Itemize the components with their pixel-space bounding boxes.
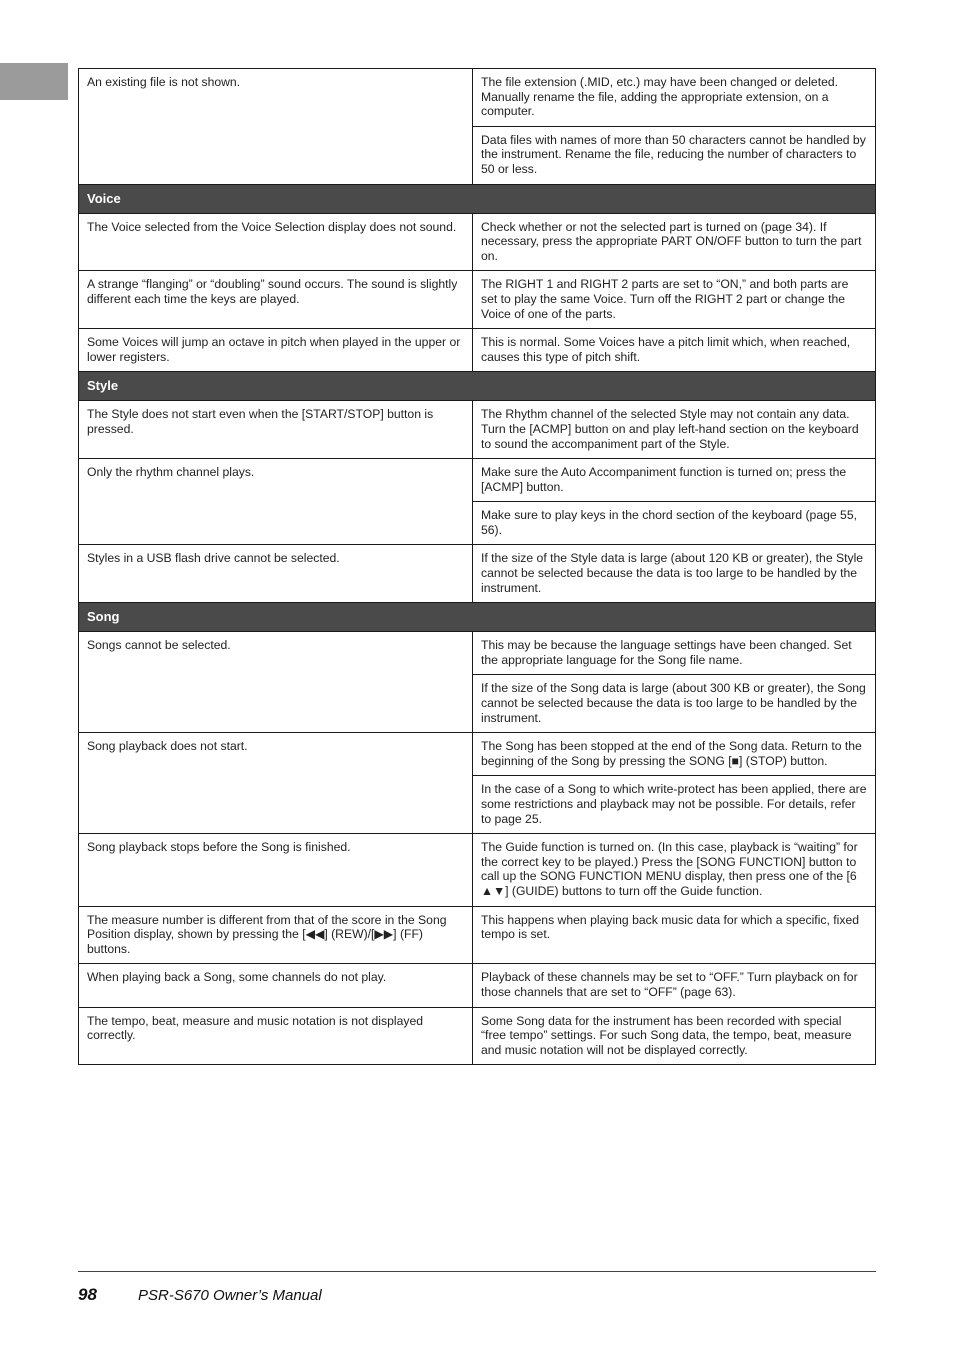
solution-cell: Data files with names of more than 50 characters cannot be handled by the instrument. Rename the file, reducing the number of characters to 50 or less. [473,126,876,184]
problem-cell: Song playback stops before the Song is finished. [79,834,473,906]
solution-cell: The file extension (.MID, etc.) may have been changed or deleted. Manually rename the file, adding the appropriate extension, on a computer. [473,69,876,127]
solution-cell: If the size of the Style data is large (about 120 KB or greater), the Style cannot be selected because the data is too large to be handled by the instrument. [473,545,876,603]
table-row [79,545,876,603]
problem-cell: Only the rhythm channel plays. [79,459,473,545]
table-row [79,964,876,1007]
section-title: Voice [79,184,876,213]
table-row [79,401,876,459]
solution-cell: The RIGHT 1 and RIGHT 2 parts are set to “ON,” and both parts are set to play the same Voice. Turn off the RIGHT 2 part or change the Voice of one of the parts. [473,271,876,329]
table-row [79,329,876,372]
page-number: 98 [78,1285,97,1304]
section-title: Style [79,372,876,401]
table-row [79,1007,876,1065]
solution-cell: Some Song data for the instrument has been recorded with special “free tempo” settings. For such Song data, the tempo, beat, measure and music notation will not be displayed correctly. [473,1007,876,1065]
problem-cell: Some Voices will jump an octave in pitch when played in the upper or lower registers. [79,329,473,372]
problem-cell: The measure number is different from that of the score in the Song Position display, shown by pressing the [◀◀] (REW)/[▶▶] (FF) buttons. [79,906,473,964]
section-title: Song [79,603,876,632]
table-row [79,632,876,675]
solution-cell: The Song has been stopped at the end of the Song data. Return to the beginning of the Song by pressing the SONG [■] (STOP) button. [473,733,876,776]
section-header [79,184,876,213]
chapter-tab [0,63,68,100]
manual-title: PSR-S670 Owner’s Manual [138,1287,322,1304]
problem-cell: Styles in a USB flash drive cannot be selected. [79,545,473,603]
problem-cell: A strange “flanging” or “doubling” sound occurs. The sound is slightly different each time the keys are played. [79,271,473,329]
solution-cell: This is normal. Some Voices have a pitch limit which, when reached, causes this type of pitch shift. [473,329,876,372]
footer-divider [78,1271,876,1272]
table-row [79,271,876,329]
solution-cell: Make sure the Auto Accompaniment function is turned on; press the [ACMP] button. [473,459,876,502]
table-row [79,69,876,127]
table-body [79,69,876,1065]
problem-cell: An existing file is not shown. [79,69,473,185]
table-row [79,459,876,502]
problem-cell: When playing back a Song, some channels do not play. [79,964,473,1007]
section-header [79,372,876,401]
table-row [79,834,876,906]
problem-cell: The Style does not start even when the [START/STOP] button is pressed. [79,401,473,459]
solution-cell: Make sure to play keys in the chord section of the keyboard (page 55, 56). [473,502,876,545]
section-header [79,603,876,632]
problem-cell: Song playback does not start. [79,733,473,834]
problem-cell: The tempo, beat, measure and music notation is not displayed correctly. [79,1007,473,1065]
solution-cell: This may be because the language settings have been changed. Set the appropriate language for the Song file name. [473,632,876,675]
problem-cell: Songs cannot be selected. [79,632,473,733]
solution-cell: Check whether or not the selected part is turned on (page 34). If necessary, press the appropriate PART ON/OFF button to turn the part on. [473,213,876,271]
solution-cell: The Rhythm channel of the selected Style may not contain any data. Turn the [ACMP] button on and play left-hand section on the keyboard to sound the accompaniment part of the Style. [473,401,876,459]
solution-cell: If the size of the Song data is large (about 300 KB or greater), the Song cannot be selected because the data is too large to be handled by the instrument. [473,675,876,733]
solution-cell: Playback of these channels may be set to “OFF.” Turn playback on for those channels that are set to “OFF” (page 63). [473,964,876,1007]
table-row [79,733,876,776]
solution-cell: This happens when playing back music data for which a specific, fixed tempo is set. [473,906,876,964]
table-row [79,906,876,964]
problem-cell: The Voice selected from the Voice Selection display does not sound. [79,213,473,271]
solution-cell: The Guide function is turned on. (In this case, playback is “waiting” for the correct key to be played.) Press the [SONG FUNCTION] button to call up the SONG FUNCTION MENU display, then press one of the [6 ▲▼] (GUIDE) buttons to turn off the Guide function. [473,834,876,906]
solution-cell: In the case of a Song to which write-protect has been applied, there are some restrictions and playback may not be possible. For details, refer to page 25. [473,776,876,834]
troubleshooting-table [78,68,876,1065]
table-row [79,213,876,271]
